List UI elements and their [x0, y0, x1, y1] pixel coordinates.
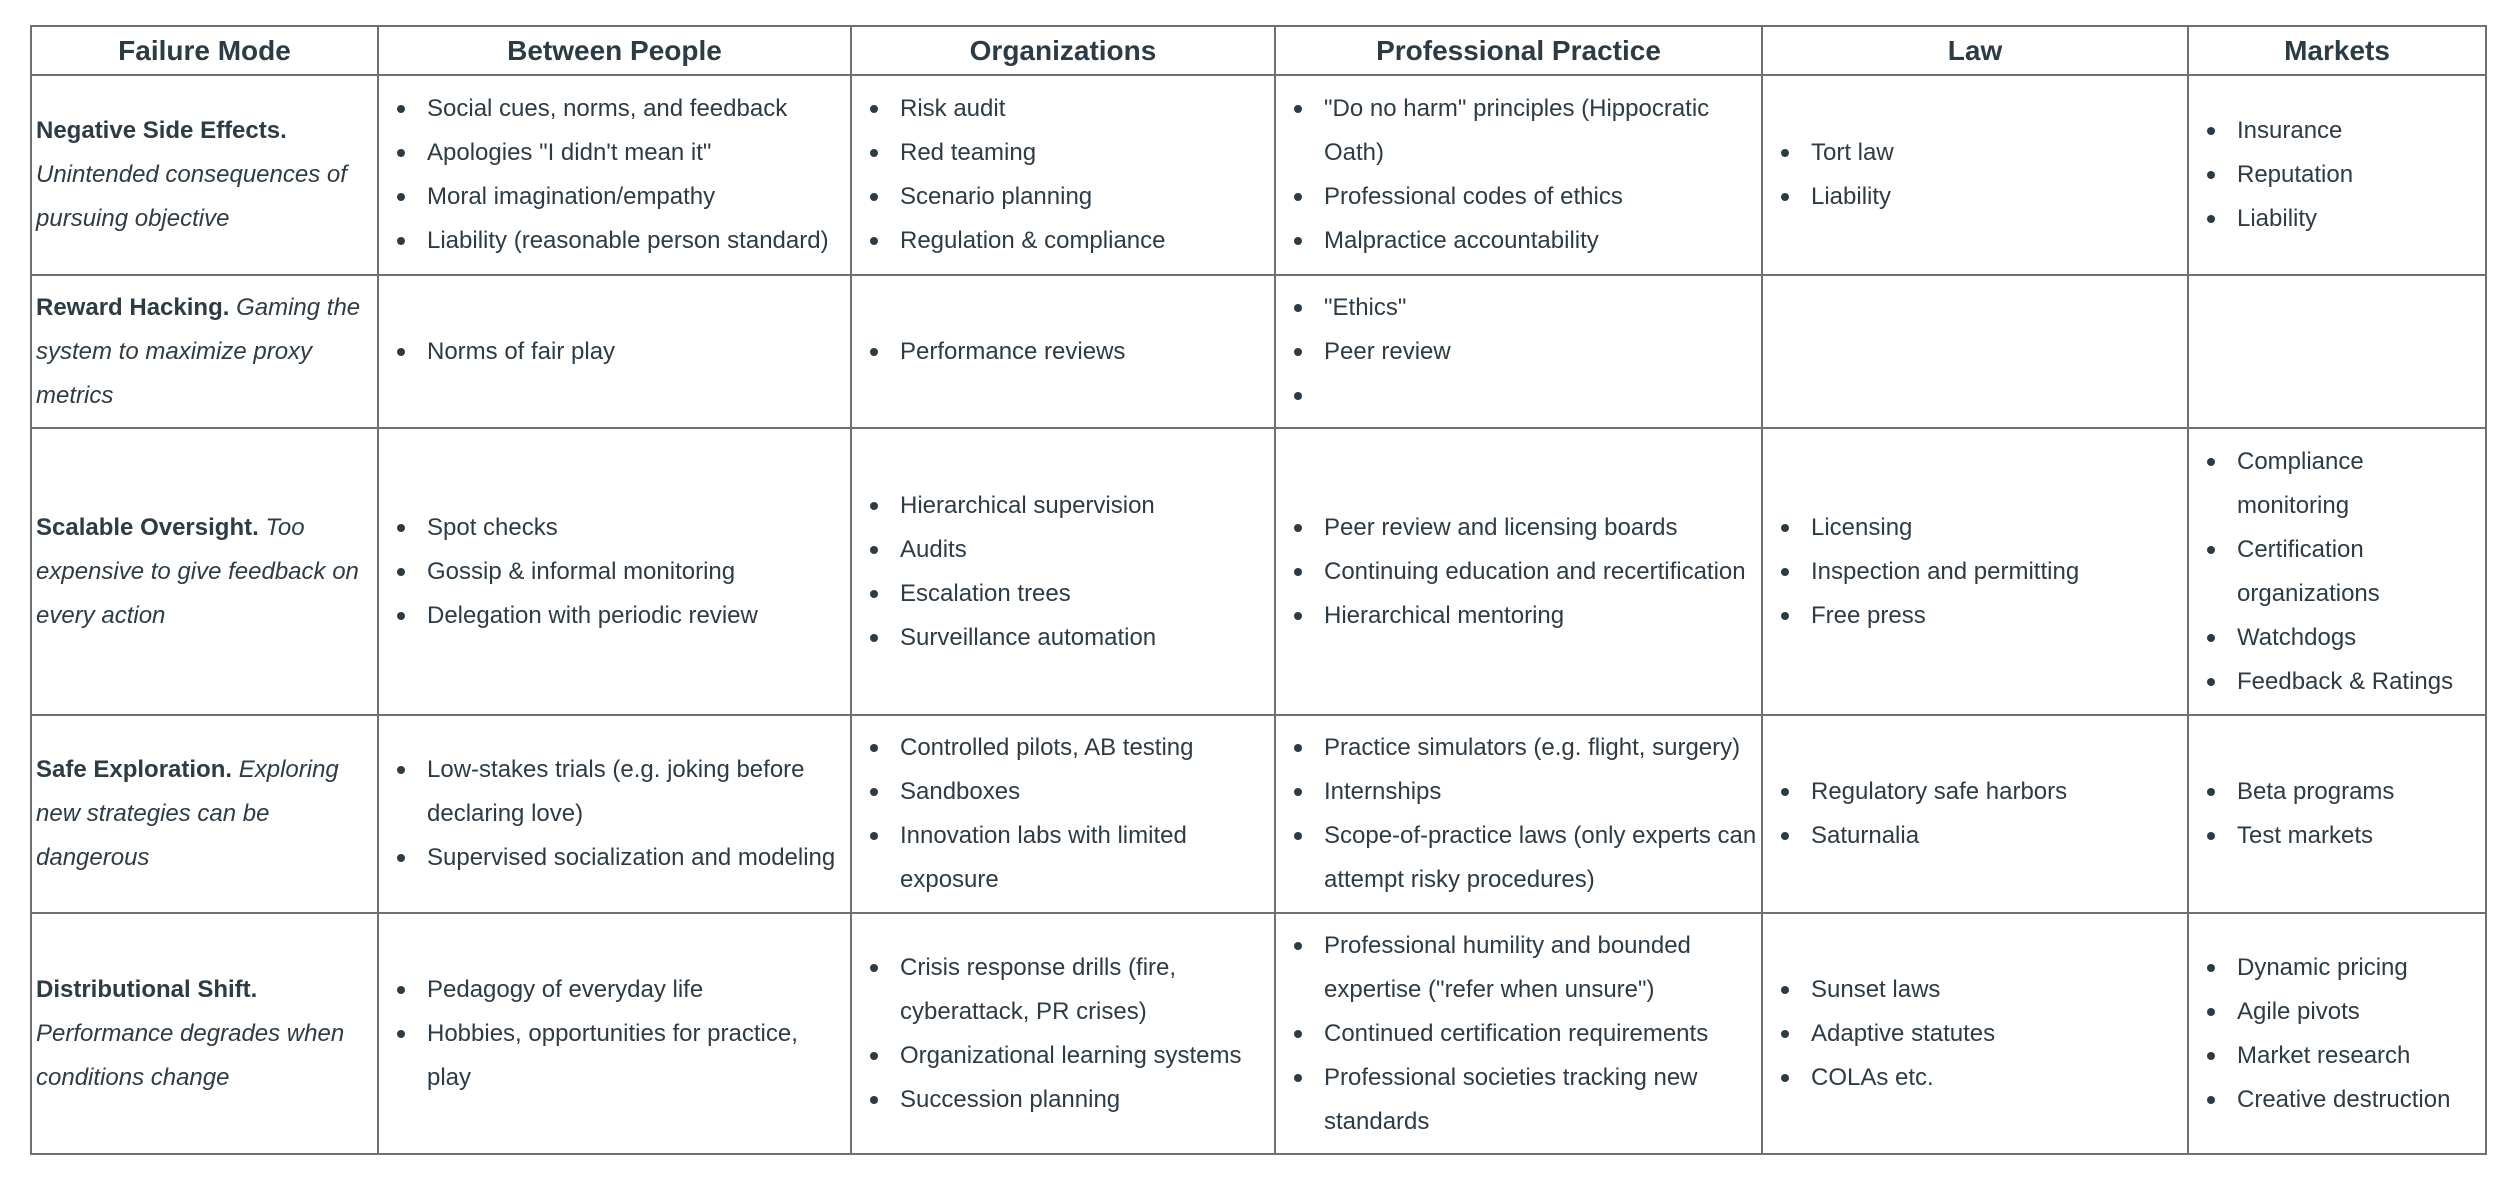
cell-professional-practice	[1275, 275, 1762, 428]
list-item: Continuing education and recertification	[1324, 550, 1757, 594]
list-item: Spot checks	[427, 506, 846, 550]
list-item: Compliance monitoring	[2237, 440, 2481, 528]
bullet-list	[1280, 87, 1757, 263]
list-item: Professional codes of ethics	[1324, 175, 1757, 219]
bullet-list	[856, 484, 1270, 660]
cell-law	[1762, 715, 2188, 913]
header-markets: Markets	[2188, 26, 2486, 75]
bullet-list	[383, 968, 846, 1100]
header-failure-mode: Failure Mode	[31, 26, 378, 75]
failure-mode-cell	[31, 428, 378, 715]
table-row	[31, 913, 2486, 1154]
cell-markets	[2188, 913, 2486, 1154]
failure-mode-cell	[31, 275, 378, 428]
list-item: Sandboxes	[900, 770, 1270, 814]
bullet-list	[856, 87, 1270, 263]
list-item: Dynamic pricing	[2237, 946, 2481, 990]
list-item: Social cues, norms, and feedback	[427, 87, 846, 131]
bullet-list	[383, 506, 846, 638]
failure-mode-cell	[31, 715, 378, 913]
bullet-list	[856, 726, 1270, 902]
bullet-list	[1767, 131, 2183, 219]
list-item: "Ethics"	[1324, 286, 1757, 330]
cell-between-people	[378, 75, 851, 275]
cell-between-people	[378, 275, 851, 428]
bullet-list	[1767, 770, 2183, 858]
list-item: Red teaming	[900, 131, 1270, 175]
bullet-list	[2193, 109, 2481, 241]
bullet-list	[856, 330, 1270, 374]
cell-between-people	[378, 428, 851, 715]
bullet-list	[1767, 506, 2183, 638]
cell-organizations	[851, 913, 1275, 1154]
list-item: Malpractice accountability	[1324, 219, 1757, 263]
list-item: Audits	[900, 528, 1270, 572]
header-law: Law	[1762, 26, 2188, 75]
cell-markets	[2188, 715, 2486, 913]
list-item: Norms of fair play	[427, 330, 846, 374]
bullet-list	[383, 330, 846, 374]
list-item: "Do no harm" principles (Hippocratic Oath)	[1324, 87, 1757, 175]
cell-organizations	[851, 715, 1275, 913]
list-item: Scope-of-practice laws (only experts can attempt risky procedures)	[1324, 814, 1757, 902]
list-item: Adaptive statutes	[1811, 1012, 2183, 1056]
list-item: Professional humility and bounded expertise ("refer when unsure")	[1324, 924, 1757, 1012]
list-item: Test markets	[2237, 814, 2481, 858]
cell-law	[1762, 275, 2188, 428]
bullet-list	[1280, 286, 1757, 418]
header-organizations: Organizations	[851, 26, 1275, 75]
failure-mode-description: Too expensive to give feedback on every action	[36, 513, 359, 629]
table-row	[31, 75, 2486, 275]
list-item: Creative destruction	[2237, 1078, 2481, 1122]
cell-law	[1762, 428, 2188, 715]
header-between-people: Between People	[378, 26, 851, 75]
list-item: Feedback & Ratings	[2237, 660, 2481, 704]
list-item: Market research	[2237, 1034, 2481, 1078]
list-item: Moral imagination/empathy	[427, 175, 846, 219]
table-row	[31, 428, 2486, 715]
failure-mode-name: Scalable Oversight.	[36, 513, 259, 541]
bullet-list	[1280, 506, 1757, 638]
list-item: Certification organizations	[2237, 528, 2481, 616]
header-professional-practice: Professional Practice	[1275, 26, 1762, 75]
bullet-list	[383, 748, 846, 880]
list-item: Free press	[1811, 594, 2183, 638]
table-row	[31, 715, 2486, 913]
list-item: COLAs etc.	[1811, 1056, 2183, 1100]
cell-law	[1762, 75, 2188, 275]
list-item: Insurance	[2237, 109, 2481, 153]
list-item: Agile pivots	[2237, 990, 2481, 1034]
list-item: Regulation & compliance	[900, 219, 1270, 263]
cell-organizations	[851, 75, 1275, 275]
cell-organizations	[851, 275, 1275, 428]
list-item: Inspection and permitting	[1811, 550, 2183, 594]
bullet-list	[2193, 946, 2481, 1122]
bullet-list	[1280, 924, 1757, 1144]
list-item: Watchdogs	[2237, 616, 2481, 660]
failure-mode-table	[30, 25, 2487, 1155]
list-item: Organizational learning systems	[900, 1034, 1270, 1078]
list-item: Crisis response drills (fire, cyberattack, PR crises)	[900, 946, 1270, 1034]
failure-mode-name: Negative Side Effects.	[36, 117, 287, 144]
failure-mode-cell	[31, 75, 378, 275]
cell-markets	[2188, 428, 2486, 715]
list-item	[1324, 374, 1757, 418]
bullet-list	[383, 87, 846, 263]
failure-mode-name: Distributional Shift.	[36, 975, 258, 1003]
list-item: Continued certification requirements	[1324, 1012, 1757, 1056]
list-item: Sunset laws	[1811, 968, 2183, 1012]
cell-professional-practice	[1275, 715, 1762, 913]
failure-mode-name: Safe Exploration.	[36, 756, 233, 783]
bullet-list	[2193, 770, 2481, 858]
cell-between-people	[378, 913, 851, 1154]
list-item: Hierarchical mentoring	[1324, 594, 1757, 638]
list-item: Liability	[2237, 197, 2481, 241]
list-item: Surveillance automation	[900, 616, 1270, 660]
bullet-list	[1767, 968, 2183, 1100]
list-item: Regulatory safe harbors	[1811, 770, 2183, 814]
list-item: Controlled pilots, AB testing	[900, 726, 1270, 770]
list-item: Liability	[1811, 175, 2183, 219]
list-item: Peer review and licensing boards	[1324, 506, 1757, 550]
cell-professional-practice	[1275, 428, 1762, 715]
bullet-list	[856, 946, 1270, 1122]
list-item: Hierarchical supervision	[900, 484, 1270, 528]
list-item: Peer review	[1324, 330, 1757, 374]
list-item: Apologies "I didn't mean it"	[427, 131, 846, 175]
list-item: Gossip & informal monitoring	[427, 550, 846, 594]
list-item: Escalation trees	[900, 572, 1270, 616]
list-item: Practice simulators (e.g. flight, surgery)	[1324, 726, 1757, 770]
header-row	[31, 26, 2486, 75]
failure-mode-description: Exploring new strategies can be dangerous	[36, 756, 339, 871]
list-item: Pedagogy of everyday life	[427, 968, 846, 1012]
list-item: Saturnalia	[1811, 814, 2183, 858]
list-item: Supervised socialization and modeling	[427, 836, 846, 880]
bullet-list	[2193, 440, 2481, 704]
list-item: Tort law	[1811, 131, 2183, 175]
table-row	[31, 275, 2486, 428]
list-item: Professional societies tracking new standards	[1324, 1056, 1757, 1144]
list-item: Delegation with periodic review	[427, 594, 846, 638]
list-item: Performance reviews	[900, 330, 1270, 374]
failure-mode-name: Reward Hacking.	[36, 293, 230, 321]
list-item: Reputation	[2237, 153, 2481, 197]
cell-markets	[2188, 275, 2486, 428]
cell-markets	[2188, 75, 2486, 275]
cell-professional-practice	[1275, 913, 1762, 1154]
failure-mode-description: Performance degrades when conditions change	[36, 1019, 345, 1091]
list-item: Scenario planning	[900, 175, 1270, 219]
table-body	[31, 75, 2486, 1154]
failure-mode-description: Unintended consequences of pursuing objective	[36, 161, 347, 232]
bullet-list	[1280, 726, 1757, 902]
cell-organizations	[851, 428, 1275, 715]
cell-law	[1762, 913, 2188, 1154]
list-item: Beta programs	[2237, 770, 2481, 814]
failure-mode-description: Gaming the system to maximize proxy metrics	[36, 293, 361, 409]
list-item: Innovation labs with limited exposure	[900, 814, 1270, 902]
list-item: Licensing	[1811, 506, 2183, 550]
cell-professional-practice	[1275, 75, 1762, 275]
list-item: Liability (reasonable person standard)	[427, 219, 846, 263]
cell-between-people	[378, 715, 851, 913]
list-item: Hobbies, opportunities for practice, play	[427, 1012, 846, 1100]
failure-mode-cell	[31, 913, 378, 1154]
list-item: Internships	[1324, 770, 1757, 814]
list-item: Low-stakes trials (e.g. joking before declaring love)	[427, 748, 846, 836]
list-item: Succession planning	[900, 1078, 1270, 1122]
list-item: Risk audit	[900, 87, 1270, 131]
